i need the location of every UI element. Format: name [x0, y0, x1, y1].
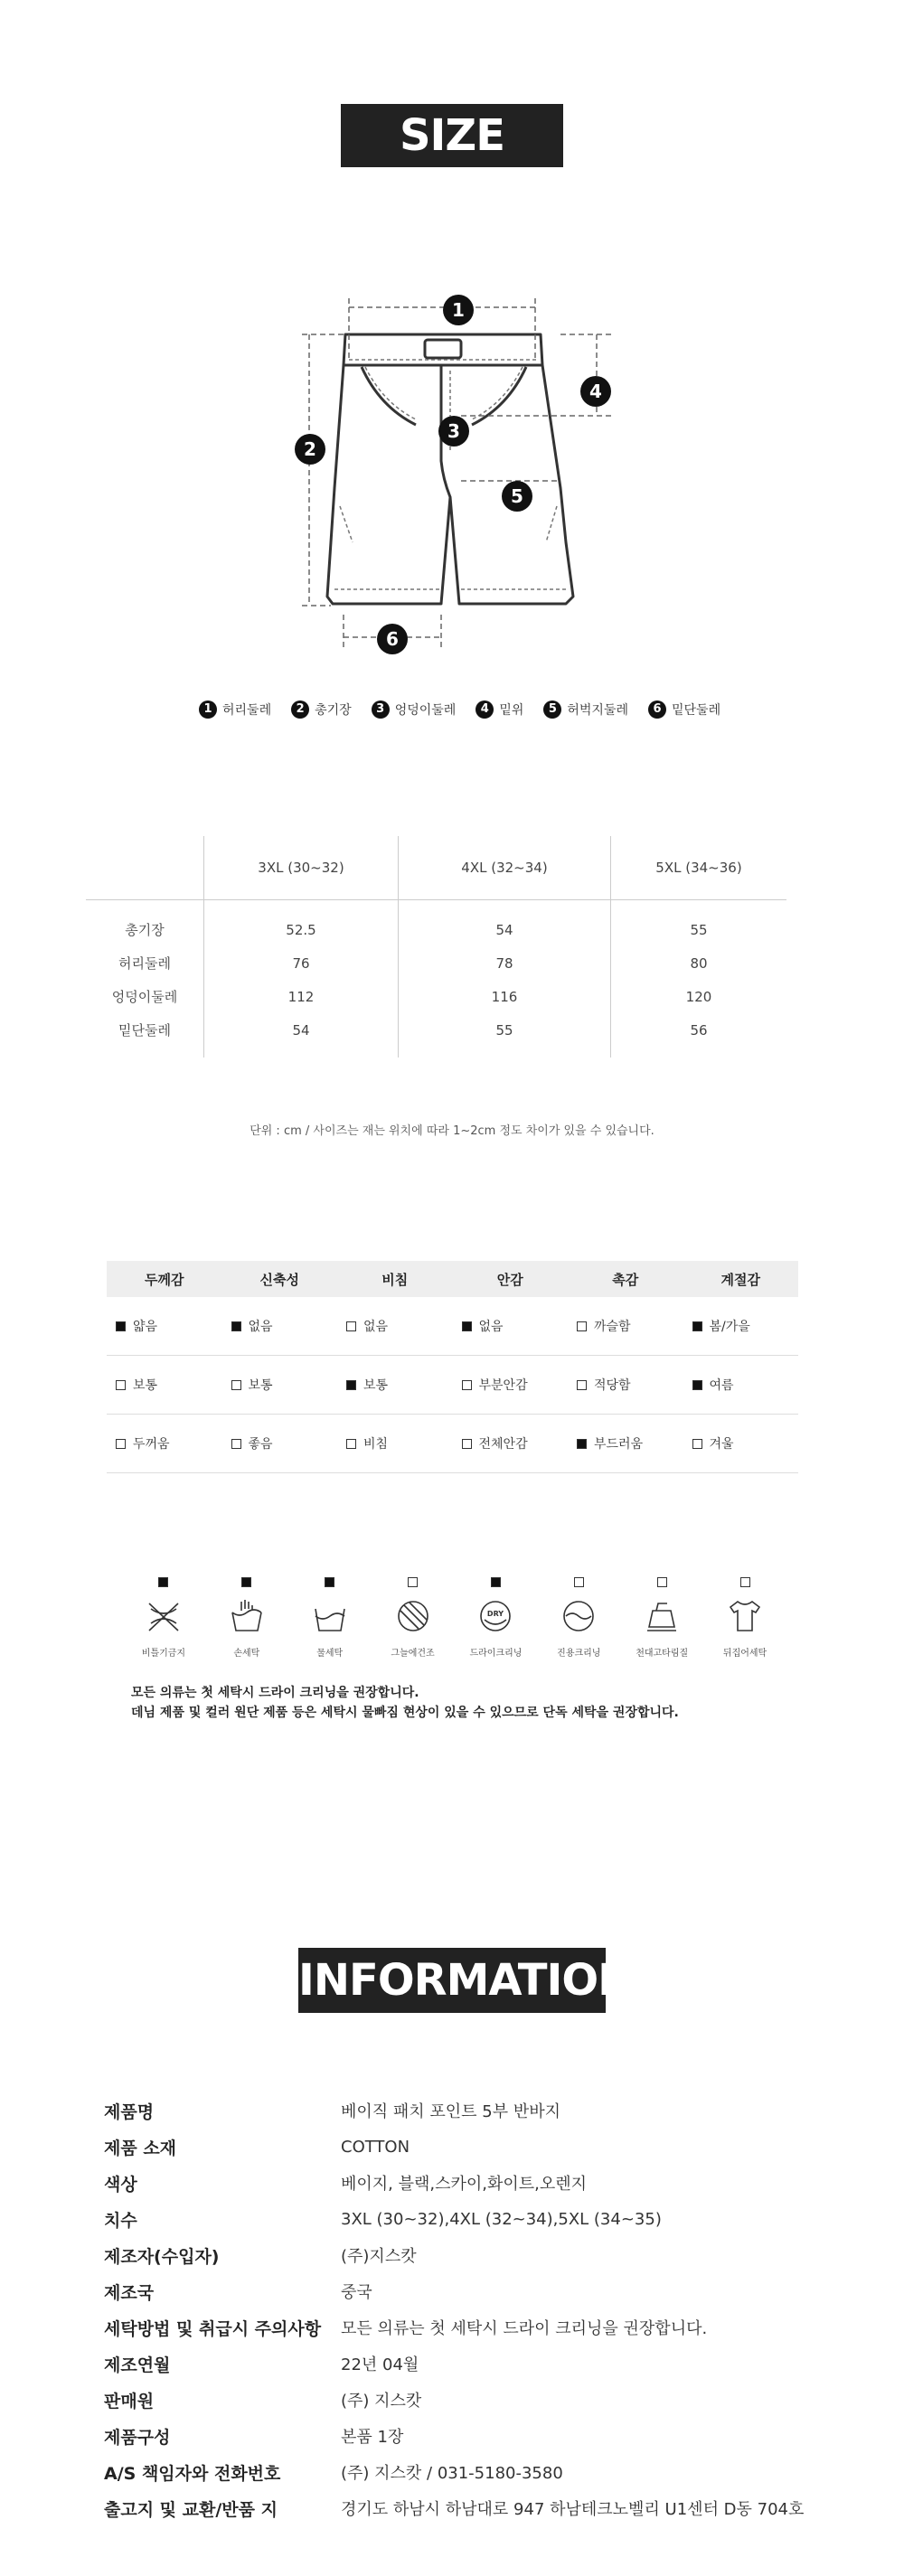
diagram-marker-1: 1 [443, 295, 474, 325]
row-label-hip: 엉덩이둘레 [111, 989, 178, 1005]
diagram-marker-2: 2 [295, 434, 325, 465]
shorts-diagram [289, 271, 615, 669]
feature-option [453, 1415, 569, 1472]
feature-option [453, 1356, 569, 1414]
unchecked-box-icon [116, 1439, 126, 1449]
size-cell: 54 [203, 1013, 398, 1058]
info-key: 제조연월 [104, 2355, 171, 2375]
feature-option-label: 까슬함 [594, 1320, 631, 1334]
feature-option [683, 1297, 799, 1355]
info-value: (주) 지스캇 / 031-5180-3580 [341, 2464, 563, 2483]
information-title: INFORMATION [298, 1948, 606, 2013]
diagram-marker-4: 4 [580, 376, 611, 407]
feature-row [107, 1356, 798, 1415]
checked-box-icon [346, 1380, 356, 1390]
size-cell: 116 [398, 980, 610, 1013]
legend-label: 허벅지둘레 [567, 703, 628, 718]
care-label: 진용크리닝 [557, 1649, 601, 1659]
size-cell: 52.5 [203, 900, 398, 946]
unchecked-box-icon [574, 1577, 584, 1587]
feature-option-label: 비침 [363, 1437, 389, 1452]
feature-option [337, 1356, 453, 1414]
info-row [104, 2165, 818, 2201]
feature-option-label: 봄/가을 [709, 1320, 750, 1334]
care-item [288, 1577, 372, 1659]
size-table [86, 836, 786, 1058]
feature-option-label: 좋음 [248, 1437, 273, 1452]
information-table [104, 2092, 818, 2526]
info-row [104, 2309, 818, 2346]
header-sheer: 비침 [381, 1271, 409, 1288]
unchecked-box-icon [577, 1321, 587, 1331]
info-row [104, 2273, 818, 2309]
info-row [104, 2092, 818, 2129]
checked-box-icon [491, 1577, 501, 1587]
info-value: 3XL (30~32),4XL (32~34),5XL (34~35) [341, 2209, 662, 2229]
water-wash-icon [310, 1596, 350, 1640]
feature-option [222, 1297, 338, 1355]
info-key: 제품명 [104, 2101, 155, 2122]
unchecked-box-icon [657, 1577, 667, 1587]
legend-item [648, 700, 720, 719]
diagram-marker-3: 3 [438, 416, 469, 447]
care-note-line-2: 데님 제품 및 컬러 원단 제품 등은 세탁시 물빠짐 현상이 있을 수 있으므로 단독 세탁을 권장합니다. [131, 1706, 679, 1720]
unchecked-box-icon [346, 1321, 356, 1331]
row-label-hem: 밑단둘레 [118, 1022, 171, 1039]
size-cell: 80 [610, 946, 786, 980]
info-row [104, 2382, 818, 2418]
diagram-marker-5: 5 [502, 481, 532, 512]
care-label: 천대고타림질 [636, 1649, 689, 1659]
size-cell: 78 [398, 946, 610, 980]
feature-option [453, 1297, 569, 1355]
row-label-length: 총기장 [125, 922, 165, 938]
info-value: 베이직 패치 포인트 5부 반바지 [341, 2102, 560, 2121]
info-row [104, 2237, 818, 2273]
care-label: 그늘에건조 [391, 1649, 435, 1659]
checked-box-icon [231, 1321, 241, 1331]
diagram-marker-6: 6 [377, 624, 408, 654]
unchecked-box-icon [346, 1439, 356, 1449]
care-item [372, 1577, 455, 1659]
info-row [104, 2418, 818, 2454]
care-item [122, 1577, 205, 1659]
measurement-legend [199, 700, 723, 719]
info-key: 색상 [104, 2174, 137, 2195]
legend-label: 허리둘레 [222, 703, 272, 718]
care-label: 물세탁 [316, 1649, 344, 1659]
info-value: COTTON [341, 2137, 410, 2157]
info-key: 판매원 [104, 2391, 155, 2411]
checked-box-icon [241, 1577, 251, 1587]
legend-item [372, 700, 457, 719]
size-cell: 55 [398, 1013, 610, 1058]
feature-option-label: 두꺼움 [133, 1437, 170, 1452]
feature-option-label: 없음 [478, 1320, 504, 1334]
legend-item [543, 700, 628, 719]
size-column-5xl: 5XL (34~36) [610, 836, 786, 899]
care-item [455, 1577, 538, 1659]
care-item [620, 1577, 703, 1659]
feature-option-label: 보통 [363, 1378, 389, 1393]
care-label: 뒤집어세탁 [722, 1649, 767, 1659]
care-icons [122, 1577, 786, 1659]
feature-option-label: 적당함 [594, 1378, 631, 1393]
unchecked-box-icon [116, 1380, 126, 1390]
feature-option [107, 1356, 222, 1414]
feature-option-label: 겨울 [709, 1437, 734, 1452]
legend-number: 2 [291, 700, 309, 719]
info-row [104, 2454, 818, 2490]
unchecked-box-icon [231, 1439, 241, 1449]
feature-option-label: 없음 [363, 1320, 389, 1334]
checked-box-icon [462, 1321, 472, 1331]
info-value: 22년 04월 [341, 2355, 419, 2374]
info-key: 출고지 및 교환/반품 지 [104, 2499, 278, 2520]
header-thickness: 두께감 [145, 1271, 184, 1288]
feature-option [683, 1356, 799, 1414]
unchecked-box-icon [462, 1380, 472, 1390]
info-value: (주) 지스캇 [341, 2392, 422, 2411]
shade-dry-icon [393, 1596, 433, 1640]
info-row [104, 2346, 818, 2382]
info-value: 경기도 하남시 하남대로 947 하남테크노벨리 U1센터 D동 704호 [341, 2500, 805, 2519]
checked-box-icon [577, 1439, 587, 1449]
info-key: 제품 소재 [104, 2138, 177, 2158]
feature-option-label: 부분안감 [478, 1378, 528, 1393]
checked-box-icon [116, 1321, 126, 1331]
size-cell: 55 [610, 900, 786, 946]
header-season: 계절감 [720, 1271, 760, 1288]
size-cell: 112 [203, 980, 398, 1013]
size-column-3xl: 3XL (30~32) [203, 836, 398, 899]
feature-option [107, 1297, 222, 1355]
size-table-header [86, 836, 786, 900]
care-label: 비틀기금지 [141, 1649, 186, 1659]
care-note [131, 1683, 679, 1723]
unchecked-box-icon [740, 1577, 750, 1587]
unit-note: 단위 : cm / 사이즈는 재는 위치에 따라 1~2cm 정도 차이가 있을 수 있습니다. [250, 1124, 654, 1138]
care-note-line-1: 모든 의류는 첫 세탁시 드라이 크리닝을 권장합니다. [131, 1686, 419, 1700]
size-cell: 56 [610, 1013, 786, 1058]
feature-rows [107, 1297, 798, 1473]
feature-table [107, 1261, 798, 1473]
no-wring-icon [144, 1596, 184, 1640]
special-clean-icon [559, 1596, 598, 1640]
care-label: 손세탁 [233, 1649, 260, 1659]
legend-number: 6 [648, 700, 666, 719]
feature-row [107, 1415, 798, 1473]
feature-option-label: 보통 [133, 1378, 158, 1393]
size-cell: 120 [610, 980, 786, 1013]
feature-option [222, 1415, 338, 1472]
feature-option-label: 보통 [248, 1378, 273, 1393]
care-item [703, 1577, 786, 1659]
info-key: 제조국 [104, 2282, 155, 2303]
size-table-corner [86, 836, 203, 899]
size-cell: 76 [203, 946, 398, 980]
feature-row [107, 1297, 798, 1356]
info-value: 본품 1장 [341, 2428, 404, 2447]
unchecked-box-icon [577, 1380, 587, 1390]
legend-number: 3 [372, 700, 390, 719]
care-item [205, 1577, 288, 1659]
dry-clean-icon [476, 1596, 515, 1640]
inside-out-icon [725, 1596, 765, 1640]
dry-text: DRY [487, 1610, 504, 1618]
info-key: 세탁방법 및 취급시 주의사항 [104, 2318, 322, 2339]
info-value: 베이지, 블랙,스카이,화이트,오렌지 [341, 2175, 588, 2194]
legend-number: 1 [199, 700, 217, 719]
info-row [104, 2490, 818, 2526]
care-label: 드라이크리닝 [469, 1649, 523, 1659]
unchecked-box-icon [231, 1380, 241, 1390]
size-cell: 54 [398, 900, 610, 946]
feature-table-header [107, 1261, 798, 1297]
size-view-title: SIZE VIEW [341, 104, 563, 167]
legend-label: 밑위 [499, 703, 524, 718]
unchecked-box-icon [692, 1439, 702, 1449]
feature-option [568, 1415, 683, 1472]
checked-box-icon [325, 1577, 334, 1587]
info-key: 제품구성 [104, 2427, 171, 2448]
info-key: 제조자(수입자) [104, 2246, 220, 2267]
feature-option [337, 1297, 453, 1355]
feature-option [337, 1415, 453, 1472]
legend-number: 4 [476, 700, 494, 719]
legend-label: 총기장 [315, 703, 352, 718]
feature-option [107, 1415, 222, 1472]
info-key: 치수 [104, 2210, 137, 2231]
size-column-4xl: 4XL (32~34) [398, 836, 610, 899]
info-value: (주)지스캇 [341, 2247, 417, 2266]
info-key: A/S 책임자와 전화번호 [104, 2463, 281, 2484]
info-row [104, 2129, 818, 2165]
legend-item [291, 700, 352, 719]
feature-option-label: 없음 [248, 1320, 273, 1334]
header-texture: 촉감 [612, 1271, 639, 1288]
legend-item [476, 700, 523, 719]
checked-box-icon [158, 1577, 168, 1587]
feature-option [568, 1297, 683, 1355]
checked-box-icon [692, 1321, 702, 1331]
feature-option [683, 1415, 799, 1472]
size-table-body [86, 900, 786, 1058]
hand-wash-icon [227, 1596, 267, 1640]
feature-option [222, 1356, 338, 1414]
row-label-waist: 허리둘레 [118, 955, 171, 972]
legend-item [199, 700, 271, 719]
legend-number: 5 [543, 700, 561, 719]
checked-box-icon [692, 1380, 702, 1390]
header-lining: 안감 [496, 1271, 523, 1288]
care-item [537, 1577, 620, 1659]
unchecked-box-icon [408, 1577, 418, 1587]
feature-option-label: 전체안감 [478, 1437, 528, 1452]
header-stretch: 신축성 [259, 1271, 299, 1288]
info-value: 중국 [341, 2283, 372, 2302]
feature-option [568, 1356, 683, 1414]
feature-option-label: 여름 [709, 1378, 734, 1393]
legend-label: 엉덩이둘레 [394, 703, 457, 718]
unchecked-box-icon [462, 1439, 472, 1449]
feature-option-label: 부드러움 [594, 1437, 644, 1452]
iron-icon [642, 1596, 682, 1640]
info-row [104, 2201, 818, 2237]
info-value: 모든 의류는 첫 세탁시 드라이 크리닝을 권장합니다. [341, 2319, 708, 2338]
legend-label: 밑단둘레 [672, 703, 721, 718]
feature-option-label: 얇음 [133, 1320, 158, 1334]
